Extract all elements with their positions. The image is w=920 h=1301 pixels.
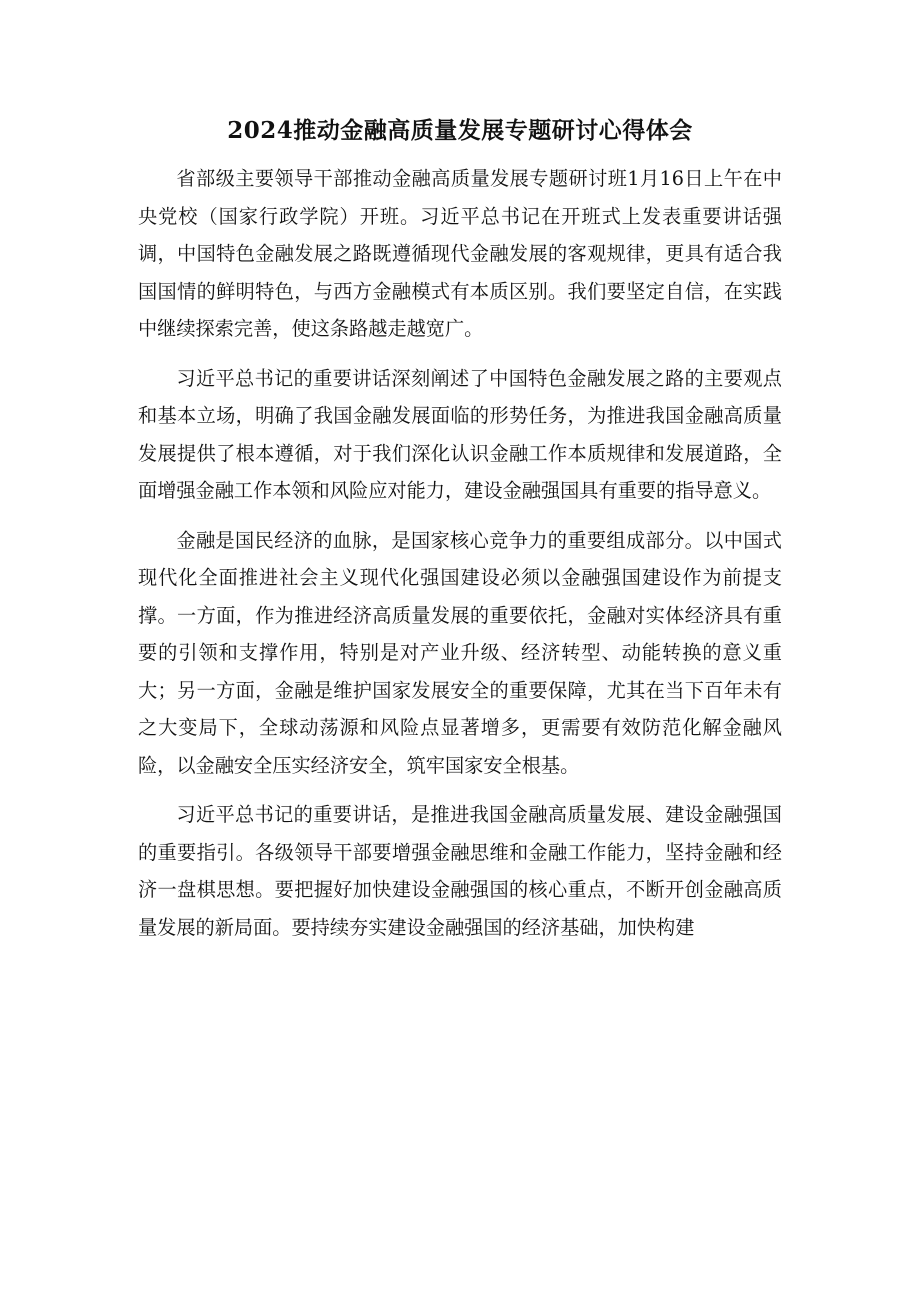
- paragraph-1: 省部级主要领导干部推动金融高质量发展专题研讨班1月16日上午在中央党校（国家行政学院）开班。习近平总书记在开班式上发表重要讲话强调，中国特色金融发展之路既遵循现代金融发展的客观规律，更具有适合我国国情的鲜明特色，与西方金融模式有本质区别。我们要坚定自信，在实践中继续探索完善，使这条路越走越宽广。: [138, 167, 782, 340]
- document-body: [138, 160, 782, 958]
- paragraph-2: 习近平总书记的重要讲话深刻阐述了中国特色金融发展之路的主要观点和基本立场，明确了我国金融发展面临的形势任务，为推进我国金融高质量发展提供了根本遵循，对于我们深化认识金融工作本质规律和发展道路，全面增强金融工作本领和风险应对能力，建设金融强国具有重要的指导意义。: [138, 366, 782, 502]
- paragraph-3: 金融是国民经济的血脉，是国家核心竞争力的重要组成部分。以中国式现代化全面推进社会主义现代化强国建设必须以金融强国建设作为前提支撑。一方面，作为推进经济高质量发展的重要依托，金融对实体经济具有重要的引领和支撑作用，特别是对产业升级、经济转型、动能转换的意义重大；另一方面，金融是维护国家发展安全的重要保障，尤其在当下百年未有之大变局下，全球动荡源和风险点显著增多，更需要有效防范化解金融风险，以金融安全压实经济安全，筑牢国家安全根基。: [138, 528, 782, 777]
- document-title: 2024推动金融高质量发展专题研讨心得体会: [227, 117, 693, 144]
- paragraph-4: 习近平总书记的重要讲话，是推进我国金融高质量发展、建设金融强国的重要指引。各级领导干部要增强金融思维和金融工作能力，坚持金融和经济一盘棋思想。要把握好加快建设金融强国的核心重点，不断开创金融高质量发展的新局面。要持续夯实建设金融强国的经济基础，加快构建: [138, 803, 782, 939]
